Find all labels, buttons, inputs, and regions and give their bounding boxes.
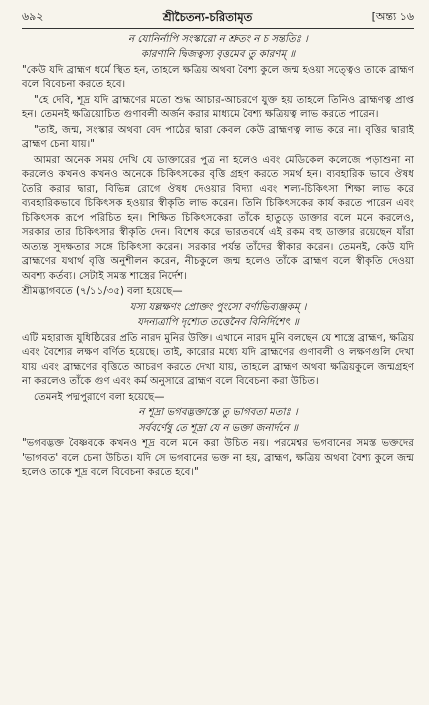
paragraph: এটি মহারাজ যুধিষ্ঠিরের প্রতি নারদ মুনির উক্তি। এখানে নারদ মুনি বলছেন যে শাস্ত্রে ব্রাহ্মণ, ক্ষত্রিয় এবং বৈশ্যের লক্ষণ বর্ণিত হয়েছে। তাই, কারোর মধ্যে যদি ব্রাহ্মণের গুণাবলী ও লক্ষণগুলি দেখা যায় এবং ব্রাহ্মণের বৃত্তিতে আচরণ করতে দেখা যায়, তাহলে ব্রাহ্মণ অথবা ক্ষত্রিয়কুলে জন্মগ্রহণ না করলেও তাঁকে গুণ এবং কর্ম অনুসারে ব্রাহ্মণ বলে বিবেচনা করা উচিত। — [22, 332, 414, 388]
verse-line: কারণানি দ্বিজত্বস্য বৃত্তমেব তু কারণম্ ॥ — [140, 49, 296, 61]
verse-line: সর্ববর্ণেষু তে শূদ্রা যে ন ভক্তা জনার্দনে ॥ — [137, 422, 299, 434]
paragraph: "কেউ যদি ব্রাহ্মণ ধর্মে স্থিত হন, তাহলে ক্ষত্রিয় অথবা বৈশ্য কুলে জন্ম হওয়া সত্ত্বেও তাকে ব্রাহ্মণ বলে বিবেচনা করতে হবে। — [22, 64, 414, 91]
source-reference: তেমনই পদ্মপুরাণে বলা হয়েছে— — [34, 391, 165, 403]
page-title: শ্রীচৈতন্য-চরিতামৃত — [162, 9, 253, 24]
paragraph: আমরা অনেক সময় দেখি যে ডাক্তারের পুত্র না হলেও এবং মেডিকেল কলেজে পড়াশুনা না করলেও কখনও কখনও অনেকে চিকিৎসকের বৃত্তি গ্রহণ করতে সমর্থ হন। ব্যবহারিক ভাবে ঔষধ তৈরি করার দ্বারা, বিভিন্ন রোগে ঔষধ দেওয়ার বিদ্যা এবং শল্য-চিকিৎসা শিক্ষা লাভ করে ব্যবহারিকভাবে চিকিৎসক হওয়ার স্বীকৃতি লাভ করেন। তিনি চিকিৎসকের কার্য করতে পারেন এবং চিকিৎসক রূপে পরিচিত হন। শিক্ষিত চিকিৎসকেরা তাঁকে হাতুড়ে ডাক্তার বলে মনে করলেও, সরকার তার চিকিৎসার স্বীকৃতি দেন। বিশেষ করে ভারতবর্ষে এই রকম বহু ডাক্তার রয়েছেন যাঁরা অত্যন্ত সুদক্ষতার সঙ্গে চিকিৎসা করেন। সরকার পর্যন্ত তাঁদের স্বীকার করেন। তেমনই, কেউ যদি ব্রাহ্মণের যথার্থ বৃত্তি অনুশীলন করেন, নীচকুলে জন্ম হলেও তাঁকে ব্রাহ্মণ বলে স্বীকৃতি দেওয়া অবশ্য কর্তব্য। সেটাই সমস্ত শাস্ত্রের নির্দেশ। — [22, 154, 414, 282]
sanskrit-verse-1 — [22, 33, 414, 63]
paragraph: "ভগবদ্ভক্ত বৈষ্ণবকে কখনও শূদ্র বলে মনে করা উচিত নয়। পরমেশ্বর ভগবানের সমস্ত ভক্তদের 'ভাগবত' বলে চেনা উচিত। যদি সে ভগবানের ভক্ত না হয়, ব্রাহ্মণ, ক্ষত্রিয় অথবা বৈশ্য কুলে জন্ম হলেও তাকে শূদ্র বলে বিবেচনা করতে হবে।" — [22, 438, 414, 479]
verse-line: ন যোনির্নাপি সংস্কারো ন শ্রুতং ন চ সন্ততিঃ । — [128, 34, 308, 45]
chapter-label: [অন্ত্য ১৬ — [371, 10, 414, 24]
sanskrit-verse-2 — [22, 301, 414, 331]
verse-line: ন শূদ্রা ভগবদ্ভক্তাস্তে তু ভাগবতা মতাঃ । — [138, 407, 298, 419]
page-header — [22, 8, 414, 29]
paragraph: "তাই, জন্ম, সংস্কার অথবা বেদ পাঠের দ্বারা কেবল কেউ ব্রাহ্মণত্ব লাভ করে না। বৃত্তির দ্বারাই ব্রাহ্মণ চেনা যায়।" — [22, 124, 414, 151]
verse-line: যদন্যত্রাপি দৃশ্যেত তত্তেনৈব বিনির্দিশেৎ ॥ — [137, 317, 299, 329]
page — [22, 8, 414, 482]
verse-line: যস্য যল্লক্ষণং প্রোক্তং পুংসো বর্ণাভিব্যঞ্জকম্ । — [129, 301, 307, 313]
source-reference: শ্রীমদ্ভাগবতে (৭/১১/৩৫) বলা হয়েছে— — [22, 286, 183, 298]
page-number: ৬৯২ — [22, 10, 44, 24]
paragraph: "হে দেবি, শূদ্র যদি ব্রাহ্মণের মতো শুদ্ধ আচার-আচরণে যুক্ত হয় তাহলে তিনিও ব্রাহ্মণত্ব প্রাপ্ত হন। তেমনই ক্ষত্রিয়োচিত গুণাবলী অর্জন করার মাধ্যমে বৈশ্য ক্ষত্রিয়ত্ব লাভ করতে পারেন। — [22, 94, 414, 121]
sanskrit-verse-3 — [22, 406, 414, 436]
